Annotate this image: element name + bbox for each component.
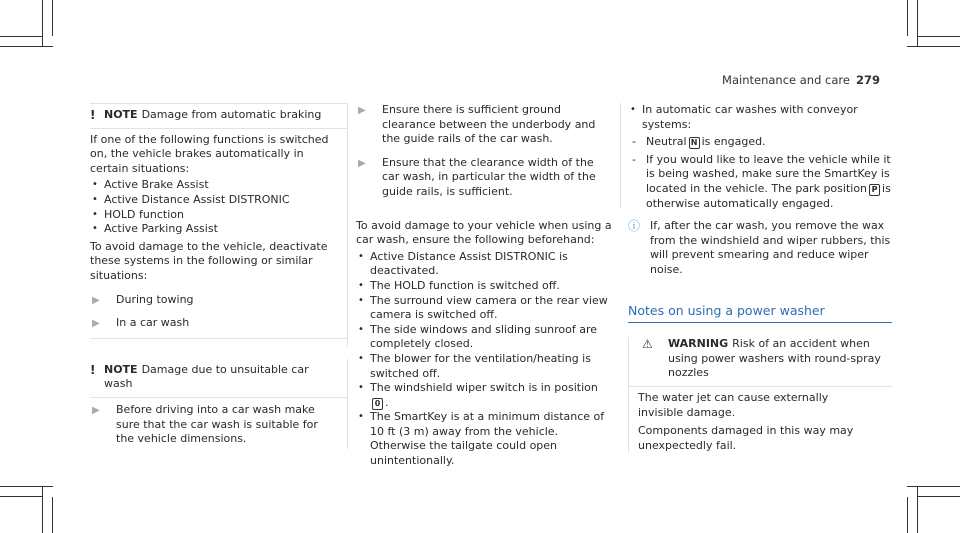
warning-paragraph: Components damaged in this way may unexpectedly fail.	[638, 424, 854, 452]
arrow-right-icon: ▶	[358, 105, 366, 116]
warning-title: Risk of an accident when using power washers with round-spray nozzles	[668, 337, 881, 380]
list-item: • In automatic car washes with conveyor systems:	[628, 103, 892, 132]
step-item	[90, 403, 348, 447]
exclamation-icon: !	[90, 108, 96, 122]
step-text: Ensure that the clearance width of the car wash, in particular the width of the guide rails, is sufficient.	[382, 155, 596, 198]
step-item	[356, 156, 621, 200]
crop-mark	[918, 36, 960, 37]
crop-mark	[0, 496, 42, 497]
info-icon: ⓘ	[628, 219, 641, 234]
list-text: The windshield wiper switch is in position	[370, 381, 598, 395]
note-car-wash	[90, 359, 348, 449]
list-item: • Active Distance Assist DISTRONIC	[90, 193, 340, 208]
note-header	[90, 104, 348, 123]
arrow-right-icon: ▶	[92, 318, 100, 330]
note-label: NOTE	[104, 108, 138, 121]
arrow-right-icon: ▶	[92, 404, 100, 416]
wiper-position-key: 0	[372, 398, 383, 410]
warning-header	[638, 337, 892, 381]
crop-mark	[42, 486, 43, 533]
crop-mark	[52, 0, 53, 36]
step-text: Ensure there is sufficient ground clearance between the underbody and the guide rails of the car wash.	[382, 103, 596, 146]
crop-mark	[907, 0, 908, 36]
note-title: Damage due to unsuitable car wash	[104, 362, 309, 391]
note-car-wash-continued	[356, 103, 621, 208]
section-title: Notes on using a power washer	[628, 304, 892, 324]
note-header	[90, 359, 348, 392]
neutral-key: N	[689, 137, 700, 149]
park-key: P	[869, 184, 880, 196]
crop-mark	[917, 0, 918, 47]
list-item: • Active Brake Assist	[90, 178, 340, 193]
column-1	[90, 103, 348, 449]
crop-mark	[0, 36, 42, 37]
car-wash-intro: To avoid damage to your vehicle when using a car wash, ensure the following beforehand:	[356, 218, 612, 247]
warning-power-washer	[628, 337, 892, 453]
crop-mark	[0, 486, 53, 487]
step-text: During towing	[116, 292, 194, 306]
crop-mark	[907, 497, 908, 533]
crop-mark	[918, 496, 960, 497]
arrow-right-icon: ▶	[92, 294, 100, 306]
warning-triangle-icon: ⚠	[642, 337, 653, 352]
note-automatic-braking	[90, 103, 348, 347]
step-text: Before driving into a car wash make sure that the car wash is suitable for the vehicle dimensions.	[116, 402, 318, 446]
step-text: In a car wash	[116, 316, 190, 330]
step-item	[90, 316, 340, 331]
crop-mark	[0, 46, 53, 47]
list-item: • The blower for the ventilation/heating is switched off.	[356, 352, 616, 381]
list-item: • The surround view camera or the rear view camera is switched off.	[356, 294, 616, 323]
crop-mark	[42, 0, 43, 47]
crop-mark	[907, 486, 960, 487]
page-header	[722, 73, 880, 87]
tip	[628, 219, 892, 277]
note-title: Damage from automatic braking	[141, 108, 322, 121]
crop-mark	[917, 486, 918, 533]
step-item	[90, 293, 340, 308]
dash-text: is engaged.	[701, 135, 766, 149]
list-item: • The SmartKey is at a minimum distance of 10 ft (3 m) away from the vehicle. Otherwise the tailgate could open unintentionally.	[356, 410, 616, 468]
step-item	[356, 103, 621, 147]
list-item: • Active Distance Assist DISTRONIC is deactivated.	[356, 250, 616, 279]
note-intro: If one of the following functions is switched on, the vehicle brakes automatically in certain situations:	[90, 132, 329, 175]
section-name: Maintenance and care	[722, 73, 850, 87]
column-3	[628, 103, 892, 453]
dash-text: Neutral	[646, 135, 687, 149]
dash-text: If you would like to leave the vehicle while it is being washed, make sure the SmartKey is located in the vehicle. The park position	[646, 152, 891, 195]
crop-mark	[52, 497, 53, 533]
dash-item	[628, 153, 892, 211]
list-item: • The windshield wiper switch is in position 0 .	[356, 381, 616, 410]
note-paragraph: To avoid damage to the vehicle, deactivate these systems in the following or similar situations:	[90, 239, 328, 282]
list-item: • HOLD function	[90, 208, 340, 223]
crop-mark	[907, 46, 960, 47]
warning-paragraph: The water jet can cause externally invisible damage.	[638, 390, 829, 419]
dash-item	[628, 135, 892, 150]
list-item: • Active Parking Assist	[90, 222, 340, 237]
list-item: • The side windows and sliding sunroof are completely closed.	[356, 323, 616, 352]
arrow-right-icon: ▶	[358, 157, 366, 169]
list-item: • The HOLD function is switched off.	[356, 279, 616, 294]
dash-text: is otherwise automatically engaged.	[646, 181, 891, 210]
page-number: 279	[855, 73, 880, 87]
note-label: NOTE	[104, 362, 138, 376]
column-2	[356, 103, 621, 469]
warning-label: WARNING	[668, 337, 729, 351]
tip-text: If, after the car wash, you remove the wax from the windshield and wiper rubbers, this will prevent smearing and reduce wiper noise.	[650, 219, 891, 276]
exclamation-icon: !	[90, 362, 96, 377]
